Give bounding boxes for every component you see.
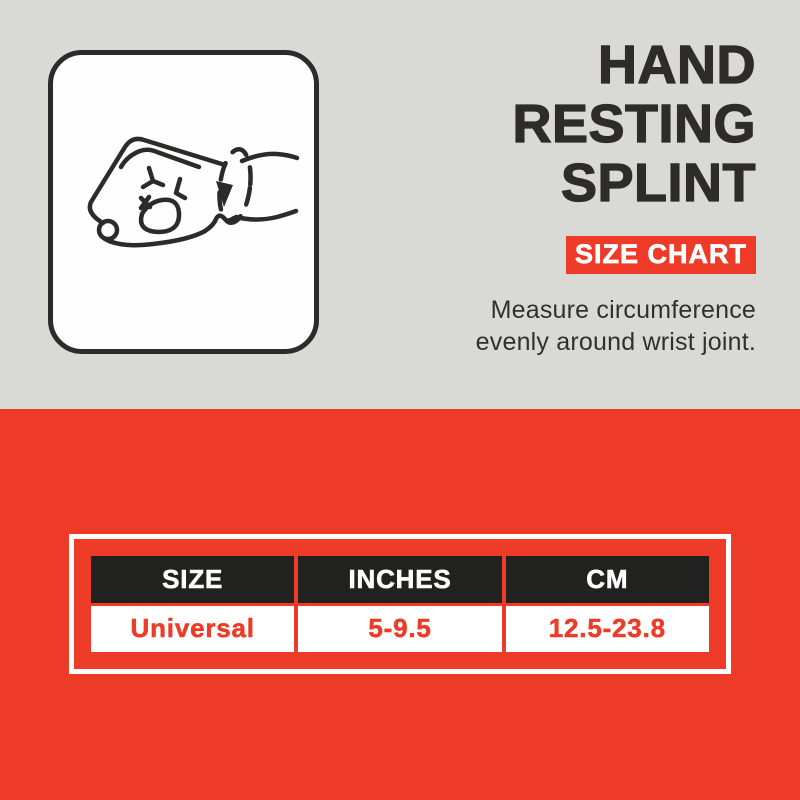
title-line-2: RESTING — [512, 94, 756, 154]
instruction-line-2: evenly around wrist joint. — [475, 328, 756, 356]
instruction-line-1: Measure circumference — [490, 296, 756, 324]
illustration-card — [48, 50, 319, 354]
size-chart-header-inches: INCHES — [298, 556, 501, 603]
size-chart-section — [0, 409, 800, 800]
size-chart-cell-cm: 12.5-23.8 — [506, 606, 709, 653]
size-chart-frame — [69, 534, 731, 674]
title-line-3: SPLINT — [560, 153, 756, 213]
size-chart-table — [91, 556, 709, 652]
size-chart-header-cm: CM — [506, 556, 709, 603]
size-chart-cell-size: Universal — [91, 606, 294, 653]
page-title — [476, 36, 756, 213]
size-chart-cell-inches: 5-9.5 — [298, 606, 501, 653]
hero-text-block — [476, 36, 756, 358]
size-chart-badge: SIZE CHART — [566, 236, 756, 274]
measurement-instructions — [476, 294, 756, 358]
title-line-1: HAND — [598, 35, 756, 95]
size-chart-header-size: SIZE — [91, 556, 294, 603]
wrist-measurement-icon — [53, 55, 314, 349]
